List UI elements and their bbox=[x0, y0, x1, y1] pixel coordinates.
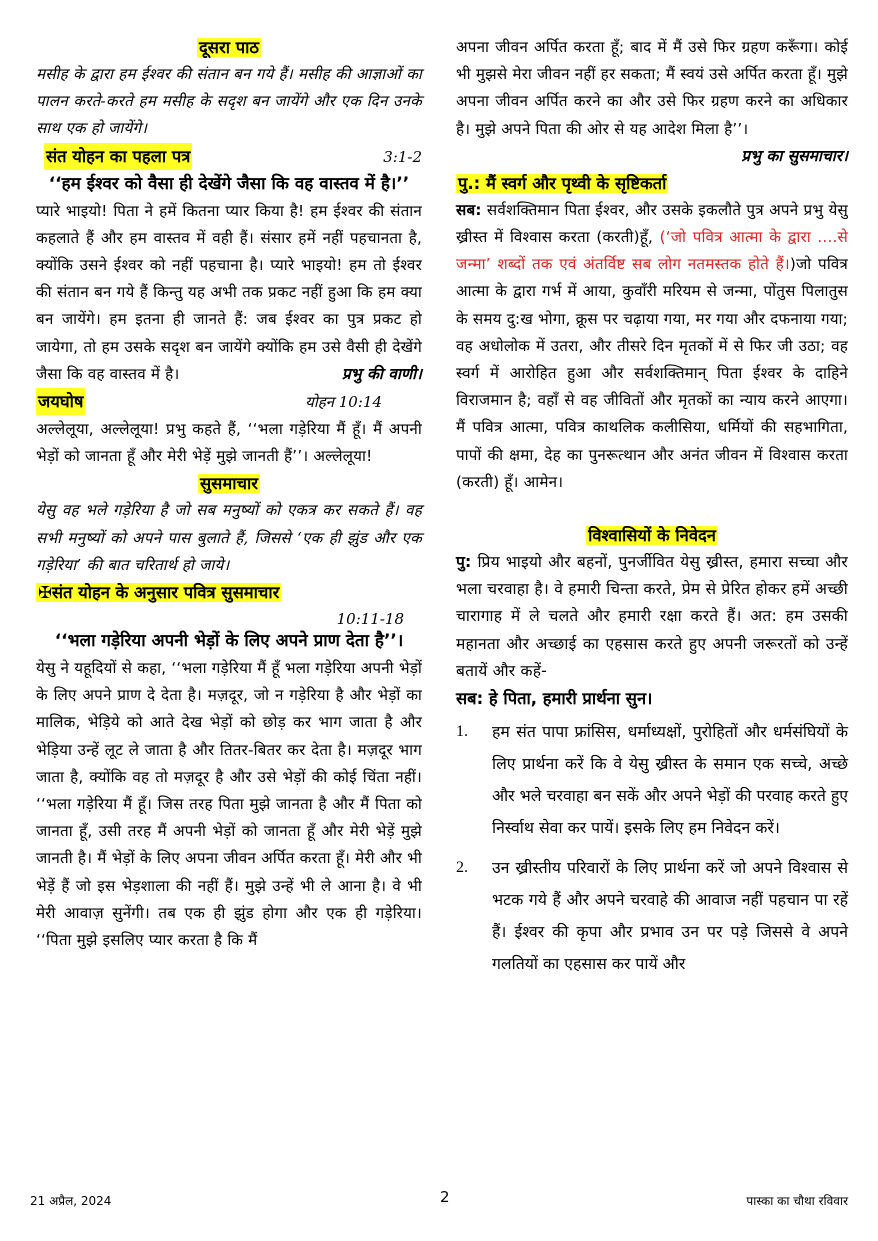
right-column bbox=[456, 34, 848, 980]
footer-date: 21 अप्रैल, 2024 bbox=[30, 1194, 112, 1208]
intentions-list bbox=[456, 716, 848, 980]
letter-reference: 3:1-2 bbox=[383, 147, 422, 166]
intention-item bbox=[456, 716, 848, 844]
intention-text: हम संत पापा फ्रांसिस, धर्माध्यक्षों, पुरोहितों और धर्मसंघियों के लिए प्रार्थना करें कि वे येसु ख्रीस्त के समान एक सच्चे, अच्छे और भले चरवाहा बन सकें और अपने भेड़ों की परवाह करते हुए निर्स्वाथ सेवा कर पायें। इसके लिए हम निवेदन करें। bbox=[492, 722, 848, 838]
footer-occasion: पास्का का चौथा रविवार bbox=[746, 1194, 848, 1208]
acclamation-body: अल्लेलूया, अल्लेलूया! प्रभु कहते हैं, ‘‘भला गड़ेरिया मैं हूँ। मैं अपनी भेड़ों को जानता हूँ और मेरी भेड़ें मुझे जानती हैं’’। अल्लेलूया! bbox=[36, 420, 422, 466]
prayers-speaker: पु: bbox=[456, 553, 472, 572]
creed-part-1: सर्वशक्तिमान पिता ईश्वर, और उसके इकलौते पुत्र अपने प्रभु येसु ख्रीस्त में विश्वास करता (करती)हूँ, bbox=[456, 200, 848, 247]
left-column bbox=[36, 34, 422, 954]
cross-icon: ✠ bbox=[38, 583, 52, 603]
gospel-title-row bbox=[36, 579, 422, 606]
gospel-heading: सुसमाचार bbox=[200, 474, 258, 494]
prayers-response: सब: हे पिता, हमारी प्रार्थना सुन। bbox=[456, 689, 653, 709]
acclamation-title: जयघोष bbox=[36, 388, 85, 415]
prayers-heading: विश्वासियों के निवेदन bbox=[588, 526, 716, 546]
letter-signoff: प्रभु की वाणी। bbox=[341, 365, 422, 384]
second-reading-heading: दूसरा पाठ bbox=[199, 38, 259, 57]
letter-title-row bbox=[36, 143, 422, 171]
gospel-body: येसु ने यहूदियों से कहा, ‘‘भला गड़ेरिया मैं हूँ भला गड़ेरिया अपनी भेड़ों के लिए अपने प्राण दे देता है। मज़दूर, जो न गड़ेरिया है और भेड़ों का मालिक, भेड़िये को आते देख भेड़ों को छोड़ कर भाग जाता है और भेड़िया उन्हें लूट ले जाता है और तितर-बितर कर देता है। मज़दूर भाग जाता है, क्योंकि वह तो मज़दूर है और उसे भेड़ों की कोई चिंता नहीं। ‘‘भला गड़ेरिया मैं हूँ। जिस तरह पिता मुझे जानता है और मैं पिता को जानता हूँ, उसी तरह मैं अपनी भेड़ों को जानता हूँ और मेरी भेड़ें मुझे जानती है। मैं भेड़ों के लिए अपना जीवन अर्पित करता हूँ। मेरी और भी भेड़ें हैं जो इस भेड़शाला की नहीं हैं। मुझे उन्हें भी ले आना है। वे भी मेरी आवाज़ सुनेंगी। तब एक ही झुंड होगा और एक ही गड़ेरिया। ‘‘पिता मुझे इसलिए प्यार करता है कि मैं bbox=[36, 659, 422, 950]
creed-heading: पु.: मैं स्वर्ग और पृथ्वी के सृष्टिकर्ता bbox=[458, 173, 667, 193]
gospel-continued: अपना जीवन अर्पित करता हूँ; बाद में मैं उसे फिर ग्रहण करूँगा। कोई भी मुझसे मेरा जीवन नहीं हर सकता; मैं स्वयं उसे अर्पित करता हूँ। मुझे अपना जीवन अर्पित करने का और उसे फिर ग्रहण करने का अधिकार है। मुझे अपने पिता की ओर से यह आदेश मिला है’’। bbox=[456, 38, 848, 138]
creed-speaker: सब: bbox=[456, 200, 482, 219]
gospel-signoff: प्रभु का सुसमाचार। bbox=[741, 146, 848, 165]
intention-text: उन ख्रीस्तीय परिवारों के लिए प्रार्थना करें जो अपने विश्वास से भटक गये हैं और अपने चरवाहे की आवाज नहीं पहचान पा रहें हैं। ईश्वर की कृपा और प्रभाव उन पर पड़े जिससे वे अपने गलतियों का एहसास कर पायें और bbox=[492, 858, 848, 974]
gospel-quote: ‘‘भला गड़ेरिया अपनी भेड़ों के लिए अपने प्राण देता है’’। bbox=[54, 631, 404, 652]
gospel-intro: येसु वह भले गड़ेरिया है जो सब मनुष्यों को एकत्र कर सकते हैं। वह सभी मनुष्यों को अपने पास बुलाते हैं, जिससे ‘एक ही झुंड और एक गड़ेरिया’ की बात चरितार्थ हो जाये। bbox=[36, 501, 422, 574]
letter-quote: ‘‘हम ईश्वर को वैसा ही देखेंगे जैसा कि वह वास्तव में है।’’ bbox=[48, 173, 410, 194]
intention-number: 1. bbox=[456, 723, 468, 741]
letter-body: प्यारे भाइयो! पिता ने हमें कितना प्यार किया है! हम ईश्वर की संतान कहलाते हैं और हम वास्तव में वही हैं। संसार हमें नहीं पहचानता है, क्योंकि उसने ईश्वर को नहीं पहचाना है। प्यारे भाइयो! हम तो ईश्वर की संतान बन गये हैं किन्तु यह अभी तक प्रकट नहीं हुआ कि हम क्या बन जायेंगे। हम इतना ही जानते हैं: जब ईश्वर का पुत्र प्रकट हो जायेगा, तो हम उसके सदृश बन जायेंगे क्योंकि हम उसे वैसी ही देखेंगे जैसा कि वह वास्तव में है। bbox=[36, 201, 422, 383]
gospel-reference: 10:11-18 bbox=[336, 610, 404, 629]
acclamation-reference: योहन 10:14 bbox=[305, 393, 382, 412]
intention-item bbox=[456, 852, 848, 980]
gospel-title: संत योहन के अनुसार पवित्र सुसमाचार bbox=[51, 583, 280, 603]
creed-text bbox=[456, 197, 848, 496]
letter-title: संत योहन का पहला पत्र bbox=[44, 143, 192, 170]
prayers-intro-text: प्रिय भाइयो और बहनों, पुनर्जीवित येसु ख्रीस्त, हमारा सच्चा और भला चरवाहा है। वे हमारी चिन्ता करते, प्रेम से प्रेरित होकर हमें अच्छी चारागाह में ले चलते और हमारी रक्षा करते हैं। अत: हम उसकी महानता और अच्छाई का एहसास करते हुए अपनी जरूरतों को उन्हें बतायें और कहें- bbox=[456, 553, 848, 680]
reading-intro: मसीह के द्वारा हम ईश्वर की संतान बन गये हैं। मसीह की आज्ञाओं का पालन करते-करते हम मसीह के सदृश बन जायेंगे और एक दिन उनके साथ एक हो जायेंगे। bbox=[36, 65, 422, 138]
creed-part-2: )जो पवित्र आत्मा के द्वारा गर्भ में आया, कुवाँरी मरियम से जन्मा, पोंतुस पिलातुस के समय दु:ख भोगा, क्रूस पर चढ़ाया गया, मर गया और दफनाया गया; वह अधोलोक में उतरा, और तीसरे दिन मृतकों में से फिर जी उठा; वह स्वर्ग में आरोहित हुआ और सर्वशक्तिमान् पिता ईश्वर के दाहिने विराजमान है; वहाँ से वह जीवितों और मृतकों का न्याय करने आएगा। मैं पवित्र आत्मा, पवित्र काथलिक कलीसिया, धर्मियों की सहभागिता, पापों की क्षमा, देह का पुनरूत्थान और अनंत जीवन में विश्वास करता (करती) हूँ। आमेन। bbox=[456, 255, 848, 491]
prayers-intro bbox=[456, 549, 848, 685]
creed-rubric: (‘जो पवित्र आत्मा के द्वारा ....से जन्मा’ शब्दों तक एवं अंतर्विष्ट सब लोग नतमस्तक होते हैं। bbox=[456, 228, 848, 274]
intention-number: 2. bbox=[456, 859, 468, 877]
page-number: 2 bbox=[440, 1188, 450, 1206]
acclamation-row bbox=[36, 388, 422, 416]
